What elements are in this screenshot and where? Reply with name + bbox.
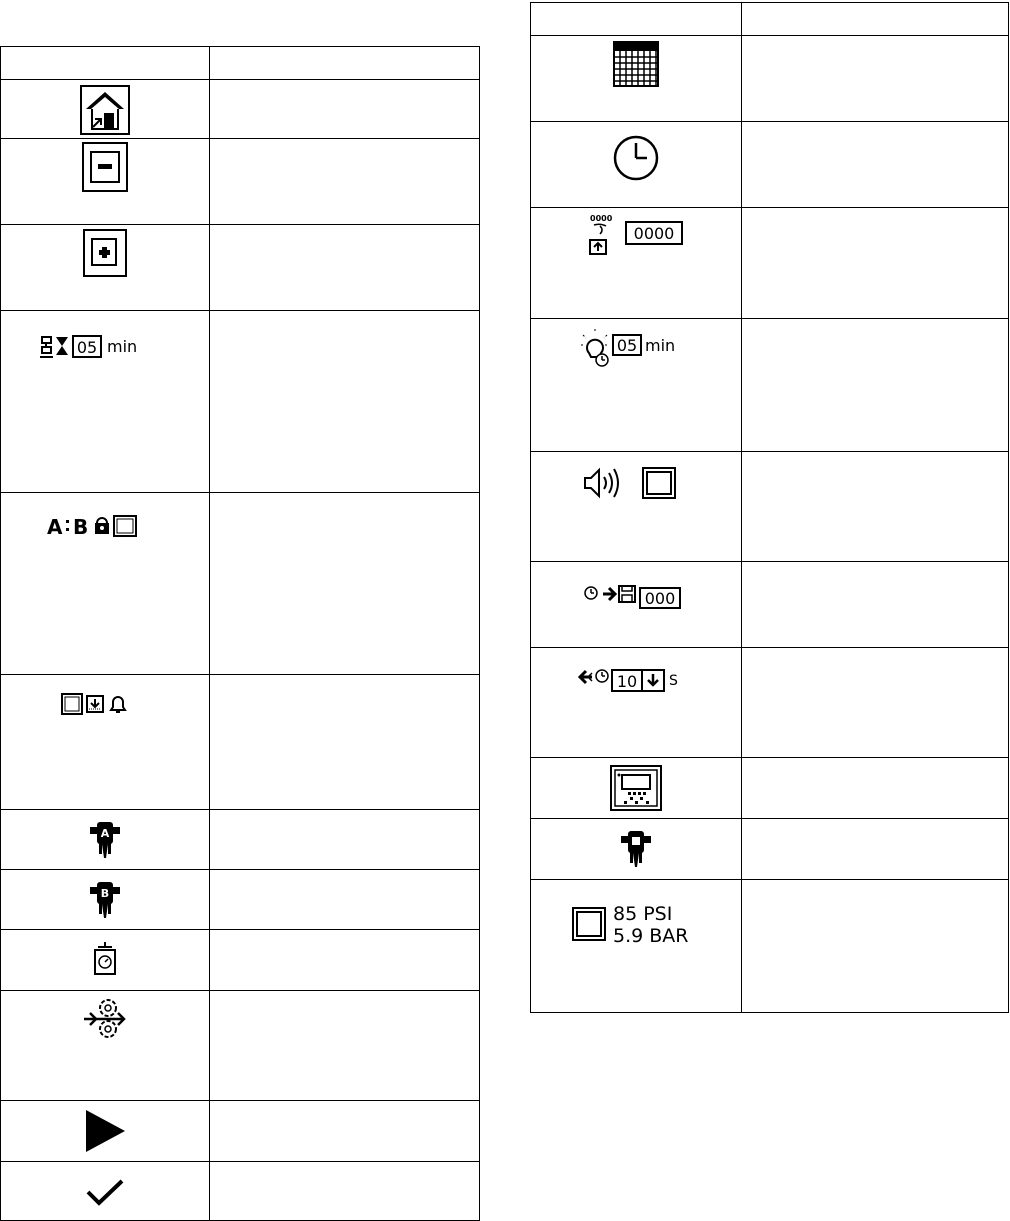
pressure-icon: [571, 900, 701, 950]
play-icon: [83, 1109, 127, 1153]
header-cell: [742, 3, 1009, 36]
plus-button-icon: [83, 229, 127, 277]
clock-icon: [612, 134, 660, 182]
scale-icon: [92, 942, 118, 976]
standby-timer-value: 05: [76, 338, 98, 357]
log-interval-value: 000: [644, 589, 676, 608]
description-cell: [742, 36, 1009, 122]
icon-cell: [531, 880, 742, 1013]
left-icon-table: [0, 46, 480, 1221]
icon-cell: [1, 311, 210, 493]
icon-cell: [1, 139, 210, 225]
icon-cell: [531, 648, 742, 758]
checkmark-icon: [85, 1178, 125, 1208]
icon-cell: [1, 810, 210, 870]
table-row: [1, 1162, 480, 1221]
description-cell: [742, 648, 1009, 758]
description-cell: [210, 139, 480, 225]
backlight-timer-value: 05: [616, 336, 638, 355]
password-icon: [586, 212, 686, 260]
screen-timeout-icon: [576, 666, 696, 696]
home-exit-icon: [80, 85, 130, 135]
description-cell: [210, 991, 480, 1101]
password-value: 0000: [633, 224, 675, 243]
table-row: [1, 675, 480, 810]
icon-cell: [531, 208, 742, 319]
description-cell: [210, 80, 480, 139]
description-cell: [742, 562, 1009, 648]
icon-cell: [1, 991, 210, 1101]
table-row: [531, 452, 1009, 562]
pressure-bar: 5.9 BAR: [613, 925, 689, 947]
log-interval-icon: [581, 582, 691, 612]
screen-timeout-value: 10: [616, 672, 638, 691]
right-icon-table: [530, 2, 1009, 1013]
ratio-lock-icon: [45, 511, 165, 541]
icon-cell: [531, 36, 742, 122]
table-row: [531, 208, 1009, 319]
icon-cell: [531, 122, 742, 208]
gun-a-icon: [88, 820, 122, 860]
table-row: [531, 819, 1009, 880]
display-module-icon: [610, 765, 662, 811]
standby-timer-icon: [40, 333, 170, 363]
table-row: [1, 810, 480, 870]
icon-cell: [531, 819, 742, 880]
table-row: [1, 930, 480, 991]
standby-timer-unit: min: [107, 337, 138, 356]
description-cell: [210, 810, 480, 870]
description-cell: [210, 1162, 480, 1221]
alarm-settings-icon: [60, 691, 150, 717]
description-cell: [742, 208, 1009, 319]
table-row: [531, 562, 1009, 648]
table-row: [531, 758, 1009, 819]
gun-a-letter: A: [100, 827, 110, 840]
table-row: [1, 311, 480, 493]
description-cell: [742, 319, 1009, 452]
description-cell: [210, 1101, 480, 1162]
backlight-timer-icon: [581, 329, 691, 369]
table-row: [531, 880, 1009, 1013]
header-cell: [210, 47, 480, 80]
minus-button-icon: [82, 142, 128, 192]
calendar-icon: [612, 40, 660, 88]
gun-b-icon: [88, 880, 122, 920]
description-cell: [210, 493, 480, 675]
icon-cell: [1, 675, 210, 810]
description-cell: [210, 225, 480, 311]
password-dots: 0000: [590, 214, 613, 223]
description-cell: [210, 675, 480, 810]
description-cell: [742, 819, 1009, 880]
icon-cell: [531, 319, 742, 452]
screen-timeout-unit: S: [669, 673, 678, 689]
table-row: [1, 225, 480, 311]
gun-b-letter: B: [100, 887, 110, 900]
header-cell: [1, 47, 210, 80]
gun-icon: [619, 829, 653, 869]
icon-cell: [1, 930, 210, 991]
icon-cell: [1, 225, 210, 311]
icon-cell: [1, 80, 210, 139]
pressure-psi: 85 PSI: [613, 903, 673, 925]
description-cell: [210, 930, 480, 991]
table-row: [1, 991, 480, 1101]
description-cell: [210, 311, 480, 493]
table-row: [1, 870, 480, 930]
icon-cell: [531, 562, 742, 648]
header-cell: [531, 3, 742, 36]
description-cell: [742, 758, 1009, 819]
description-cell: [742, 122, 1009, 208]
icon-cell: [1, 1101, 210, 1162]
table-row: [531, 36, 1009, 122]
icon-cell: [531, 452, 742, 562]
sound-icon: [581, 464, 691, 504]
table-row: [531, 319, 1009, 452]
description-cell: [742, 452, 1009, 562]
icon-cell: [1, 1162, 210, 1221]
table-row: [1, 139, 480, 225]
table-row: [531, 648, 1009, 758]
table-row: [1, 80, 480, 139]
icon-cell: [531, 758, 742, 819]
table-row: [1, 493, 480, 675]
backlight-timer-unit: min: [645, 336, 676, 355]
recirculation-icon: [82, 997, 128, 1041]
description-cell: [742, 880, 1009, 1013]
table-row: [531, 122, 1009, 208]
description-cell: [210, 870, 480, 930]
ratio-label-a: A: [47, 515, 63, 539]
table-row: [1, 1101, 480, 1162]
icon-cell: [1, 870, 210, 930]
icon-cell: [1, 493, 210, 675]
table-header-row: [1, 47, 480, 80]
ratio-label-b: B: [73, 515, 89, 539]
table-header-row: [531, 3, 1009, 36]
